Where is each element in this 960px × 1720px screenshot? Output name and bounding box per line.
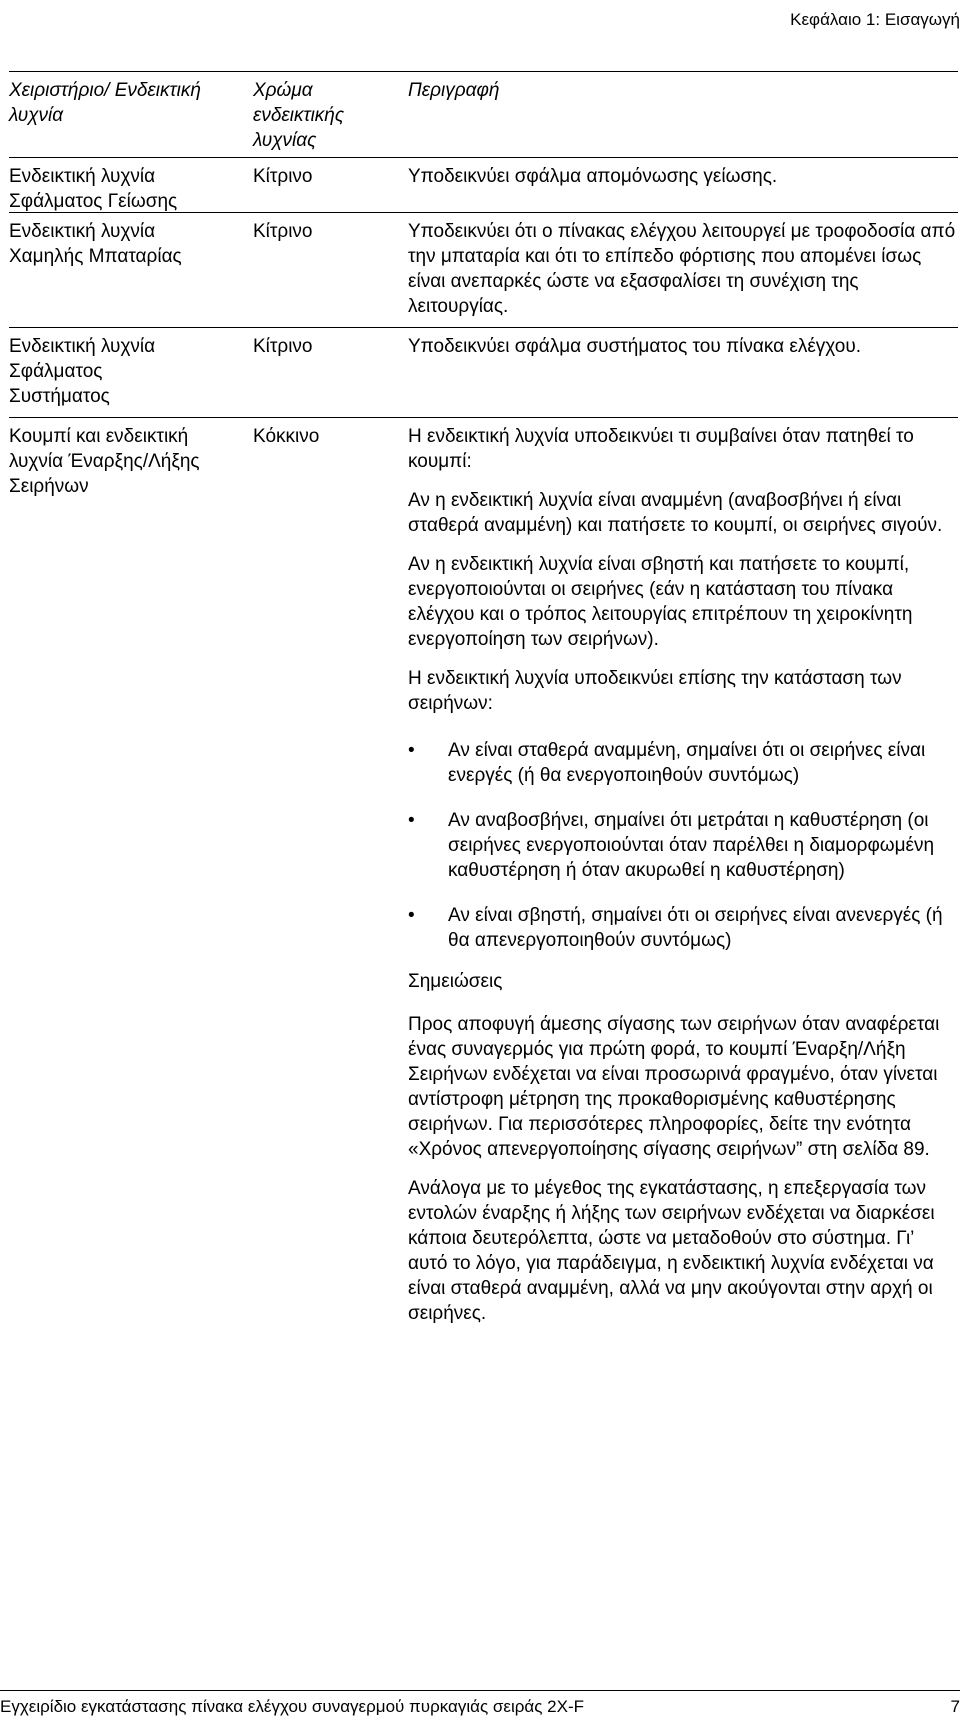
running-header [0,10,960,30]
manual-title: Εγχειρίδιο εγκατάστασης πίνακα ελέγχου συναγερμού πυρκαγιάς σειράς 2X-F [0,1697,584,1716]
header-description: Περιγραφή [408,80,500,101]
page-footer [0,1690,960,1717]
list-item [408,808,958,883]
bullet-icon: • [408,740,415,761]
list-item-text: Αν αναβοσβήνει, σημαίνει ότι μετράται η καθυστέρηση (οι σειρήνες ενεργοποιούνται όταν παρέλθει η διαμορφωμένη καθυστέρηση ή όταν ακυρωθεί η καθυστέρηση) [448,810,935,881]
list-item-text: Αν είναι σταθερά αναμμένη, σημαίνει ότι οι σειρήνες είναι ενεργές (ή θα ενεργοποιηθούν συντόμως) [448,740,926,786]
description-paragraph: Η ενδεικτική λυχνία υποδεικνύει τι συμβαίνει όταν πατηθεί το κουμπί: [408,426,914,472]
control-name: Ενδεικτική λυχνία Σφάλματος Γείωσης [9,166,178,212]
header-control: Χειριστήριο/ Ενδεικτική λυχνία [9,80,201,126]
table-row [9,328,958,418]
list-item [408,738,958,788]
control-name: Ενδεικτική λυχνία Χαμηλής Μπαταρίας [9,221,182,267]
description: Υποδεικνύει σφάλμα συστήματος του πίνακα ελέγχου. [408,336,861,357]
siren-status-list [408,738,958,953]
note-paragraph: Προς αποφυγή άμεσης σίγασης των σειρήνων όταν αναφέρεται ένας συναγερμός για πρώτη φορά, το κουμπί Έναρξη/Λήξη Σειρήνων ενδέχεται να είναι προσωρινά φραγμένο, όταν γίνεται αντίστροφη μέτρηση της προκαθορισμένης καθυστέρησης σειρήνων. Για περισσότερες πληροφορίες, δείτε την ενότητα «Χρόνος απενεργοποίησης σίγασης σειρήνων” στη σελίδα 89. [408,1014,940,1160]
indicator-color: Κίτρινο [253,221,313,242]
bullet-icon: • [408,810,415,831]
chapter-title: Κεφάλαιο 1: Εισαγωγή [790,10,960,29]
note-paragraph: Ανάλογα με το μέγεθος της εγκατάστασης, η επεξεργασία των εντολών έναρξης ή λήξης των σειρήνων ενδέχεται να διαρκέσει κάποια δευτερόλεπτα, ώστε να μεταδοθούν στο σύστημα. Γι’ αυτό το λόγο, για παράδειγμα, η ενδεικτική λυχνία ενδέχεται να είναι σταθερά αναμμένη, αλλά να μην ακούγονται στην αρχή οι σειρήνες. [408,1178,935,1324]
description: Υποδεικνύει ότι ο πίνακας ελέγχου λειτουργεί με τροφοδοσία από την μπαταρία και ότι το επίπεδο φόρτισης που απομένει ίσως είναι ανεπαρκές ώστε να εξασφαλίσει τη συνέχιση της λειτουργίας. [408,221,956,317]
description: Υποδεικνύει σφάλμα απομόνωσης γείωσης. [408,166,778,187]
table-header-row [9,72,958,158]
indicator-color: Κίτρινο [253,336,313,357]
indicator-color: Κίτρινο [253,166,313,187]
list-item-text: Αν είναι σβηστή, σημαίνει ότι οι σειρήνες είναι ανενεργές (ή θα απενεργοποιηθούν συντόμως) [448,905,943,951]
table-row [9,213,958,328]
description-paragraph: Αν η ενδεικτική λυχνία είναι αναμμένη (αναβοσβήνει ή είναι σταθερά αναμμένη) και πατήσετε το κουμπί, οι σειρήνες σιγούν. [408,490,943,536]
table-row [9,158,958,213]
table-row [9,418,958,1330]
control-name: Ενδεικτική λυχνία Σφάλματος Συστήματος [9,336,156,407]
indicator-table [9,71,958,1330]
description-paragraph: Η ενδεικτική λυχνία υποδεικνύει επίσης την κατάσταση των σειρήνων: [408,668,902,714]
description [408,418,958,1330]
notes-heading: Σημειώσεις [408,971,503,992]
indicator-color: Κόκκινο [253,426,320,447]
list-item [408,903,958,953]
page-number: 7 [950,1697,960,1716]
description-paragraph: Αν η ενδεικτική λυχνία είναι σβηστή και πατήσετε το κουμπί, ενεργοποιούνται οι σειρήνες (εάν η κατάσταση του πίνακα ελέγχου και ο τρόπος λειτουργίας επιτρέπουν τη χειροκίνητη ενεργοποίηση των σειρήνων). [408,554,913,650]
bullet-icon: • [408,905,415,926]
header-color: Χρώμα ενδεικτικής λυχνίας [253,80,345,151]
control-name: Κουμπί και ενδεικτική λυχνία Έναρξης/Λήξης Σειρήνων [9,426,200,497]
